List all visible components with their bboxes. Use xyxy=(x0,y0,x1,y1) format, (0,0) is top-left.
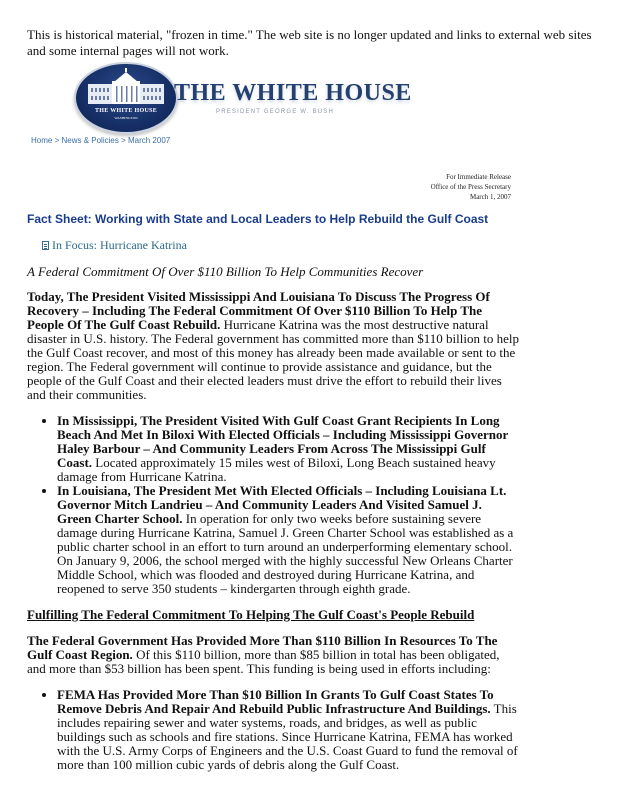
site-title: THE WHITE HOUSE xyxy=(174,80,412,106)
funding-lead: The Federal Government Has Provided More Than $110 Billion In Resources To The Gulf Coast Region. xyxy=(27,633,498,662)
release-office: Office of the Press Secretary xyxy=(430,183,511,191)
article-body xyxy=(27,290,519,784)
list-item-lead: In Louisiana, The President Met With Elected Officials – Including Louisiana Lt. Governor Mitch Landrieu – And Community Leaders And Visited Samuel J. Green Charter School. xyxy=(57,483,507,526)
page-title: Fact Sheet: Working with State and Local Leaders to Help Rebuild the Gulf Coast xyxy=(27,212,489,226)
archive-notice: This is historical material, "frozen in time." The web site is no longer updated and links to external web sites and some internal pages will not work. xyxy=(27,27,592,58)
breadcrumb-separator: > xyxy=(121,136,126,145)
breadcrumb-home[interactable]: Home xyxy=(31,136,53,145)
list-item-text: In operation for only two weeks before sustaining severe damage during Hurricane Katrina, Samuel J. Green Charter School was established as a public charter school in an effort to turn around an underperforming elementary school. On January 9, 2006, the school merged with the highly successful New Orleans Charter Middle School, which was flooded and destroyed during Hurricane Katrina, and reopened to serve 350 students – kindergarten through eighth grade. xyxy=(57,511,514,596)
release-info xyxy=(431,172,511,202)
list-item-lead: FEMA Has Provided More Than $10 Billion In Grants To Gulf Coast States To Remove Debris And Repair And Rebuild Public Infrastructure And Buildings. xyxy=(57,687,494,716)
list-item-text: Located approximately 15 miles west of Biloxi, Long Beach sustained heavy damage from Hurricane Katrina. xyxy=(57,455,496,484)
list-item xyxy=(57,414,519,484)
article-subtitle: A Federal Commitment Of Over $110 Billion To Help Communities Recover xyxy=(27,264,424,279)
visit-list xyxy=(27,414,519,596)
seal-title: THE WHITE HOUSE xyxy=(94,108,158,114)
white-house-seal-icon xyxy=(74,62,178,134)
intro-paragraph xyxy=(27,290,519,402)
funding-text: Of this $110 billion, more than $85 billion in total has been obligated, and more than $53 billion has been spent. This funding is being used in efforts including: xyxy=(27,647,500,676)
intro-text: Hurricane Katrina was the most destructive natural disaster in U.S. history. The Federal government has committed more than $110 billion to help the Gulf Coast recover, and most of this money has already been made available or sent to the region. The Federal government will continue to provide assistance and guidance, but the people of the Gulf Coast and their elected leaders must drive the effort to rebuild their lives and their communities. xyxy=(27,317,519,402)
breadcrumb-march-2007[interactable]: March 2007 xyxy=(127,136,171,145)
section-heading: Fulfilling The Federal Commitment To Helping The Gulf Coast's People Rebuild xyxy=(27,607,475,622)
list-item xyxy=(57,688,519,772)
in-focus-link[interactable] xyxy=(42,238,187,253)
in-focus-label: In Focus: Hurricane Katrina xyxy=(52,238,187,252)
funding-list xyxy=(27,688,519,772)
list-item-text: This includes repairing sewer and water systems, roads, and bridges, as well as public buildings such as schools and fire stations. Since Hurricane Katrina, FEMA has worked with the U.S. Army Corps of Engineers and the U.S. Coast Guard to fund the removal of more than 100 million cubic yards of debris along the Gulf Coast. xyxy=(57,701,518,772)
release-type: For Immediate Release xyxy=(446,173,511,181)
breadcrumb xyxy=(31,136,170,145)
white-house-logo[interactable] xyxy=(74,62,412,134)
document-icon xyxy=(42,241,49,250)
list-item-lead: In Mississippi, The President Visited With Gulf Coast Grant Recipients In Long Beach And Met In Biloxi With Elected Officials – Including Mississippi Governor Haley Barbour – And Community Leaders From Across The Mississippi Gulf Coast. xyxy=(57,413,509,470)
seal-subtitle: WASHINGTON xyxy=(114,116,138,120)
list-item xyxy=(57,484,519,596)
site-subtitle: PRESIDENT GEORGE W. BUSH xyxy=(216,109,335,115)
breadcrumb-separator: > xyxy=(54,136,60,145)
release-date: March 1, 2007 xyxy=(469,193,511,201)
funding-paragraph xyxy=(27,634,519,676)
intro-lead: Today, The President Visited Mississippi And Louisiana To Discuss The Progress Of Recovery – Including The Federal Commitment Of Over $110 Billion To Help The People Of The Gulf Coast Rebuild. xyxy=(27,289,490,332)
breadcrumb-news-policies[interactable]: News & Policies xyxy=(61,136,119,145)
